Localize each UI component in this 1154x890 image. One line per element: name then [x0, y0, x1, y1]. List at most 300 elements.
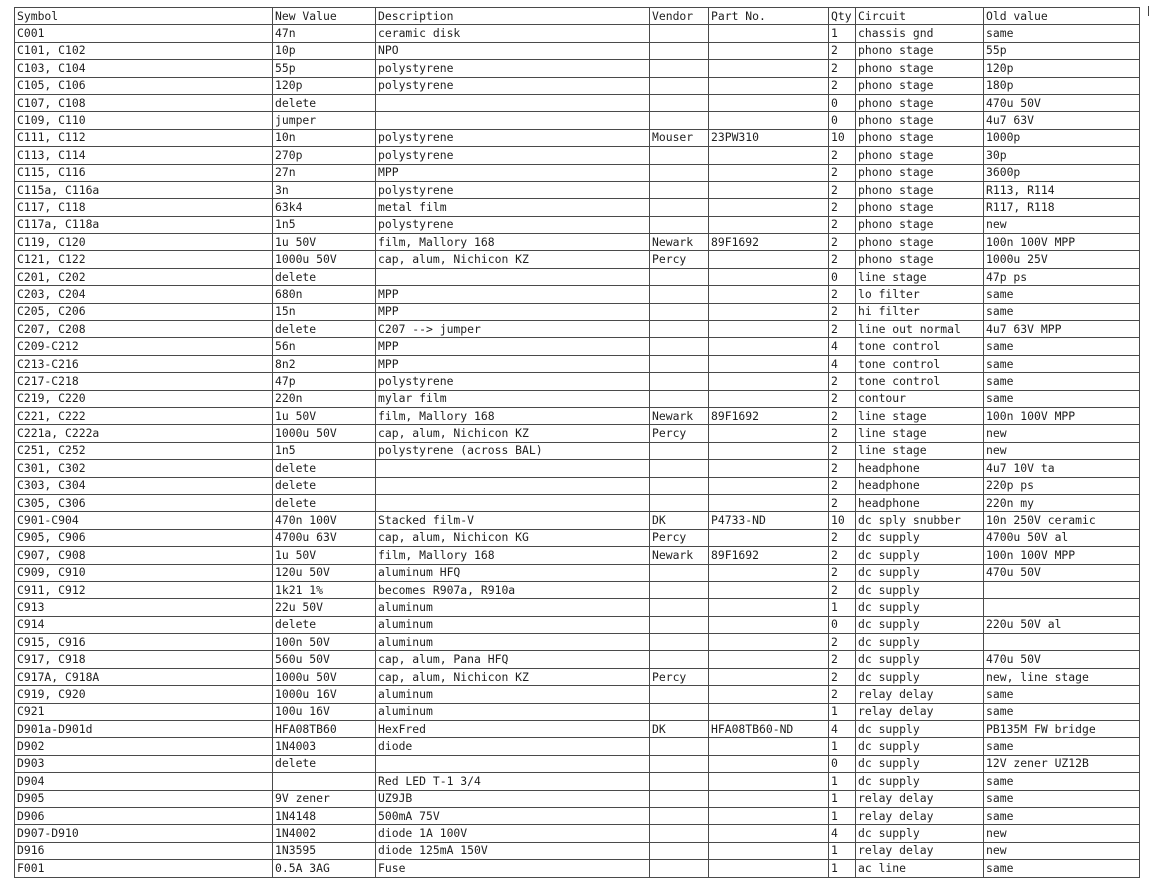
cell-old-value: same	[984, 738, 1140, 755]
table-row	[15, 547, 1140, 564]
cell-symbol: C301, C302	[15, 460, 273, 477]
cell-part-no: 89F1692	[709, 234, 829, 251]
cell-symbol: C917, C918	[15, 651, 273, 668]
cell-vendor	[650, 321, 709, 338]
cell-vendor: Newark	[650, 547, 709, 564]
cell-new-value: 1n5	[273, 216, 376, 233]
cell-old-value: 220p ps	[984, 477, 1140, 494]
table-row	[15, 564, 1140, 581]
cell-new-value: 1N4003	[273, 738, 376, 755]
cell-description	[376, 755, 650, 772]
cell-part-no	[709, 390, 829, 407]
cell-description	[376, 494, 650, 511]
cell-circuit: phono stage	[856, 199, 984, 216]
table-row	[15, 860, 1140, 877]
cell-circuit: dc supply	[856, 773, 984, 790]
cell-old-value: 470u 50V	[984, 564, 1140, 581]
cell-description: becomes R907a, R910a	[376, 581, 650, 598]
cell-part-no: P4733-ND	[709, 512, 829, 529]
cell-symbol: C113, C114	[15, 147, 273, 164]
cell-description: HexFred	[376, 721, 650, 738]
cell-vendor	[650, 442, 709, 459]
cell-qty: 2	[829, 460, 856, 477]
cell-part-no	[709, 268, 829, 285]
cell-qty: 4	[829, 721, 856, 738]
cell-qty: 1	[829, 703, 856, 720]
cell-vendor	[650, 860, 709, 877]
cell-symbol: C915, C916	[15, 634, 273, 651]
cell-old-value: 3600p	[984, 164, 1140, 181]
cell-description: metal film	[376, 199, 650, 216]
cell-part-no: 89F1692	[709, 547, 829, 564]
cell-new-value: delete	[273, 494, 376, 511]
table-row	[15, 616, 1140, 633]
cell-vendor	[650, 686, 709, 703]
table-row	[15, 512, 1140, 529]
cell-old-value: same	[984, 790, 1140, 807]
table-row	[15, 60, 1140, 77]
cell-symbol: C109, C110	[15, 112, 273, 129]
cell-old-value: 220n my	[984, 494, 1140, 511]
cell-description: diode 1A 100V	[376, 825, 650, 842]
cell-description: cap, alum, Pana HFQ	[376, 651, 650, 668]
column-header-circuit: Circuit	[856, 8, 984, 25]
cell-symbol: C213-C216	[15, 355, 273, 372]
cell-qty: 2	[829, 634, 856, 651]
column-header-description: Description	[376, 8, 650, 25]
cell-vendor	[650, 564, 709, 581]
cell-qty: 2	[829, 477, 856, 494]
cell-new-value: delete	[273, 616, 376, 633]
cell-new-value: delete	[273, 755, 376, 772]
cell-qty: 2	[829, 60, 856, 77]
cell-description: cap, alum, Nichicon KG	[376, 529, 650, 546]
cell-description: 500mA 75V	[376, 807, 650, 824]
cell-old-value: new	[984, 442, 1140, 459]
cell-circuit: phono stage	[856, 147, 984, 164]
table-row	[15, 755, 1140, 772]
cell-symbol: C219, C220	[15, 390, 273, 407]
cell-circuit: line stage	[856, 425, 984, 442]
cell-old-value: 47p ps	[984, 268, 1140, 285]
cell-vendor: Percy	[650, 668, 709, 685]
cell-part-no	[709, 181, 829, 198]
cell-vendor	[650, 790, 709, 807]
cell-circuit: tone control	[856, 373, 984, 390]
cell-vendor	[650, 703, 709, 720]
cell-symbol: C119, C120	[15, 234, 273, 251]
cell-description	[376, 460, 650, 477]
cell-part-no	[709, 60, 829, 77]
cell-new-value: 120u 50V	[273, 564, 376, 581]
cell-symbol: F001	[15, 860, 273, 877]
cell-old-value: same	[984, 686, 1140, 703]
cell-vendor	[650, 581, 709, 598]
table-row	[15, 477, 1140, 494]
cell-symbol: C209-C212	[15, 338, 273, 355]
cell-part-no	[709, 94, 829, 111]
cell-description: Fuse	[376, 860, 650, 877]
cell-description: MPP	[376, 286, 650, 303]
cell-qty: 2	[829, 529, 856, 546]
column-header-vendor: Vendor	[650, 8, 709, 25]
cell-vendor	[650, 77, 709, 94]
table-row	[15, 668, 1140, 685]
cell-part-no	[709, 321, 829, 338]
cell-part-no	[709, 616, 829, 633]
cell-description: C207 --> jumper	[376, 321, 650, 338]
cell-description: ceramic disk	[376, 25, 650, 42]
cell-new-value: 27n	[273, 164, 376, 181]
cell-circuit: relay delay	[856, 842, 984, 859]
table-row	[15, 390, 1140, 407]
cell-vendor	[650, 460, 709, 477]
cell-new-value: 10n	[273, 129, 376, 146]
cell-symbol: C121, C122	[15, 251, 273, 268]
cell-description	[376, 112, 650, 129]
cell-symbol: C001	[15, 25, 273, 42]
cell-old-value: 4u7 10V ta	[984, 460, 1140, 477]
cell-qty: 2	[829, 181, 856, 198]
table-row	[15, 686, 1140, 703]
cell-part-no	[709, 355, 829, 372]
cell-part-no	[709, 755, 829, 772]
cell-description	[376, 268, 650, 285]
column-header-qty: Qty	[829, 8, 856, 25]
cell-circuit: lo filter	[856, 286, 984, 303]
cell-old-value: 1000p	[984, 129, 1140, 146]
cell-symbol: C205, C206	[15, 303, 273, 320]
cell-description: aluminum	[376, 599, 650, 616]
cell-old-value: 470u 50V	[984, 94, 1140, 111]
cell-qty: 1	[829, 790, 856, 807]
cell-qty: 0	[829, 94, 856, 111]
cell-description: polystyrene	[376, 129, 650, 146]
table-row	[15, 164, 1140, 181]
cell-qty: 2	[829, 425, 856, 442]
cell-qty: 2	[829, 42, 856, 59]
cell-new-value: 1N4002	[273, 825, 376, 842]
cell-new-value: 47n	[273, 25, 376, 42]
table-row	[15, 77, 1140, 94]
cell-part-no	[709, 199, 829, 216]
cell-symbol: C115a, C116a	[15, 181, 273, 198]
table-row	[15, 825, 1140, 842]
cell-qty: 2	[829, 581, 856, 598]
cell-part-no	[709, 477, 829, 494]
cell-symbol: D907-D910	[15, 825, 273, 842]
cell-old-value: 1000u 25V	[984, 251, 1140, 268]
table-row	[15, 442, 1140, 459]
cell-symbol: C303, C304	[15, 477, 273, 494]
cell-description: diode 125mA 150V	[376, 842, 650, 859]
cell-vendor	[650, 199, 709, 216]
cell-circuit: dc supply	[856, 616, 984, 633]
cell-vendor	[650, 773, 709, 790]
cell-part-no	[709, 825, 829, 842]
cell-old-value: new, line stage	[984, 668, 1140, 685]
cell-qty: 1	[829, 773, 856, 790]
cell-new-value: 1N3595	[273, 842, 376, 859]
table-row	[15, 25, 1140, 42]
column-header-new-value: New Value	[273, 8, 376, 25]
cell-description: polystyrene	[376, 181, 650, 198]
table-row	[15, 147, 1140, 164]
cell-vendor	[650, 477, 709, 494]
header-row	[15, 8, 1140, 25]
cell-circuit: dc supply	[856, 529, 984, 546]
cell-circuit: phono stage	[856, 94, 984, 111]
table-row	[15, 286, 1140, 303]
cell-qty: 2	[829, 442, 856, 459]
cell-symbol: C909, C910	[15, 564, 273, 581]
cell-description: MPP	[376, 338, 650, 355]
cell-new-value: 560u 50V	[273, 651, 376, 668]
cell-part-no: 89F1692	[709, 407, 829, 424]
cell-vendor: DK	[650, 721, 709, 738]
cell-old-value: new	[984, 425, 1140, 442]
cell-new-value: delete	[273, 460, 376, 477]
cell-qty: 2	[829, 321, 856, 338]
cell-new-value: 63k4	[273, 199, 376, 216]
cell-description: Red LED T-1 3/4	[376, 773, 650, 790]
table-row	[15, 355, 1140, 372]
cell-description: cap, alum, Nichicon KZ	[376, 668, 650, 685]
cell-qty: 1	[829, 807, 856, 824]
cell-circuit: phono stage	[856, 164, 984, 181]
column-header-old-value: Old value	[984, 8, 1140, 25]
cell-new-value: 270p	[273, 147, 376, 164]
cell-symbol: C105, C106	[15, 77, 273, 94]
cell-part-no	[709, 251, 829, 268]
cell-qty: 0	[829, 755, 856, 772]
cell-description: aluminum	[376, 703, 650, 720]
cell-description: polystyrene	[376, 147, 650, 164]
cell-new-value: 10p	[273, 42, 376, 59]
cell-vendor	[650, 651, 709, 668]
cell-vendor	[650, 616, 709, 633]
cell-new-value: 470n 100V	[273, 512, 376, 529]
cell-qty: 2	[829, 147, 856, 164]
table-row	[15, 529, 1140, 546]
cell-circuit: dc supply	[856, 668, 984, 685]
cell-qty: 1	[829, 860, 856, 877]
cell-new-value	[273, 773, 376, 790]
table-row	[15, 373, 1140, 390]
cell-qty: 2	[829, 234, 856, 251]
cell-part-no	[709, 494, 829, 511]
cell-symbol: C305, C306	[15, 494, 273, 511]
cell-vendor	[650, 42, 709, 59]
cell-circuit: tone control	[856, 338, 984, 355]
cell-circuit: dc supply	[856, 599, 984, 616]
cell-part-no	[709, 807, 829, 824]
cell-circuit: headphone	[856, 477, 984, 494]
cell-qty: 10	[829, 512, 856, 529]
cell-vendor	[650, 825, 709, 842]
cell-symbol: C911, C912	[15, 581, 273, 598]
cell-qty: 2	[829, 216, 856, 233]
cell-symbol: D902	[15, 738, 273, 755]
cell-part-no	[709, 112, 829, 129]
cell-old-value: 4u7 63V	[984, 112, 1140, 129]
cell-vendor	[650, 268, 709, 285]
cell-part-no	[709, 442, 829, 459]
table-row	[15, 251, 1140, 268]
cell-qty: 2	[829, 407, 856, 424]
cell-new-value: 47p	[273, 373, 376, 390]
cell-part-no	[709, 216, 829, 233]
cell-old-value: 10n 250V ceramic	[984, 512, 1140, 529]
cell-new-value: HFA08TB60	[273, 721, 376, 738]
cell-part-no	[709, 286, 829, 303]
cell-circuit: phono stage	[856, 181, 984, 198]
cell-symbol: C207, C208	[15, 321, 273, 338]
cell-symbol: C201, C202	[15, 268, 273, 285]
table-row	[15, 129, 1140, 146]
cell-old-value: same	[984, 773, 1140, 790]
cell-part-no	[709, 703, 829, 720]
cell-qty: 2	[829, 547, 856, 564]
cell-part-no	[709, 25, 829, 42]
cell-circuit: chassis gnd	[856, 25, 984, 42]
cell-old-value: 180p	[984, 77, 1140, 94]
table-row	[15, 42, 1140, 59]
cell-new-value: delete	[273, 94, 376, 111]
cell-qty: 2	[829, 251, 856, 268]
cell-old-value: 30p	[984, 147, 1140, 164]
cell-vendor	[650, 216, 709, 233]
cell-circuit: dc supply	[856, 564, 984, 581]
table-row	[15, 338, 1140, 355]
cell-part-no	[709, 581, 829, 598]
table-row	[15, 94, 1140, 111]
table-row	[15, 199, 1140, 216]
cell-new-value: 9V zener	[273, 790, 376, 807]
cell-circuit: relay delay	[856, 790, 984, 807]
cell-part-no: HFA08TB60-ND	[709, 721, 829, 738]
cell-circuit: line out normal	[856, 321, 984, 338]
cell-symbol: C921	[15, 703, 273, 720]
cell-vendor	[650, 842, 709, 859]
cell-circuit: headphone	[856, 494, 984, 511]
cell-old-value: R117, R118	[984, 199, 1140, 216]
cell-circuit: line stage	[856, 442, 984, 459]
cell-circuit: phono stage	[856, 129, 984, 146]
cell-new-value: delete	[273, 268, 376, 285]
table-row	[15, 721, 1140, 738]
cell-description: MPP	[376, 355, 650, 372]
cell-new-value: 1000u 50V	[273, 668, 376, 685]
cell-circuit: dc supply	[856, 581, 984, 598]
cell-part-no	[709, 738, 829, 755]
cell-part-no	[709, 338, 829, 355]
cell-new-value: 8n2	[273, 355, 376, 372]
cell-circuit: phono stage	[856, 77, 984, 94]
cell-symbol: C917A, C918A	[15, 668, 273, 685]
cell-qty: 4	[829, 825, 856, 842]
cell-description: aluminum	[376, 686, 650, 703]
cell-description: cap, alum, Nichicon KZ	[376, 425, 650, 442]
cell-description: aluminum	[376, 634, 650, 651]
cell-circuit: dc supply	[856, 547, 984, 564]
cell-new-value: 22u 50V	[273, 599, 376, 616]
cell-old-value: same	[984, 807, 1140, 824]
parts-list-sheet	[14, 7, 1139, 878]
cell-part-no	[709, 164, 829, 181]
cell-part-no	[709, 634, 829, 651]
cell-new-value: 680n	[273, 286, 376, 303]
cell-circuit: line stage	[856, 268, 984, 285]
cell-old-value: 470u 50V	[984, 651, 1140, 668]
cell-qty: 2	[829, 373, 856, 390]
cell-symbol: C117, C118	[15, 199, 273, 216]
cell-qty: 0	[829, 112, 856, 129]
cell-vendor	[650, 112, 709, 129]
cell-symbol: C221a, C222a	[15, 425, 273, 442]
cell-new-value: 4700u 63V	[273, 529, 376, 546]
cell-vendor: Percy	[650, 529, 709, 546]
cell-vendor	[650, 286, 709, 303]
cell-description: aluminum HFQ	[376, 564, 650, 581]
cell-old-value: 4700u 50V al	[984, 529, 1140, 546]
cell-circuit: headphone	[856, 460, 984, 477]
cell-circuit: dc supply	[856, 634, 984, 651]
cell-old-value: 12V zener UZ12B	[984, 755, 1140, 772]
cell-new-value: 1u 50V	[273, 407, 376, 424]
cell-vendor	[650, 338, 709, 355]
cell-symbol: C115, C116	[15, 164, 273, 181]
cell-vendor	[650, 634, 709, 651]
cell-symbol: C251, C252	[15, 442, 273, 459]
cell-description: Stacked film-V	[376, 512, 650, 529]
cell-symbol: C107, C108	[15, 94, 273, 111]
cell-circuit: phono stage	[856, 42, 984, 59]
cell-description: polystyrene (across BAL)	[376, 442, 650, 459]
table-row	[15, 738, 1140, 755]
cell-part-no	[709, 686, 829, 703]
cell-new-value: delete	[273, 477, 376, 494]
cell-qty: 1	[829, 599, 856, 616]
cell-description: polystyrene	[376, 216, 650, 233]
cell-new-value: 100n 50V	[273, 634, 376, 651]
cell-new-value: 100u 16V	[273, 703, 376, 720]
cell-circuit: phono stage	[856, 112, 984, 129]
cell-description: MPP	[376, 164, 650, 181]
cell-symbol: C901-C904	[15, 512, 273, 529]
cell-old-value: same	[984, 286, 1140, 303]
cell-old-value: R113, R114	[984, 181, 1140, 198]
cell-circuit: dc supply	[856, 651, 984, 668]
cell-old-value: same	[984, 355, 1140, 372]
cell-old-value: PB135M FW bridge	[984, 721, 1140, 738]
cell-vendor: DK	[650, 512, 709, 529]
cell-old-value: same	[984, 25, 1140, 42]
table-row	[15, 773, 1140, 790]
cell-qty: 1	[829, 25, 856, 42]
cell-description: MPP	[376, 303, 650, 320]
cell-symbol: D906	[15, 807, 273, 824]
cell-symbol: C203, C204	[15, 286, 273, 303]
cell-part-no	[709, 599, 829, 616]
cell-old-value: same	[984, 390, 1140, 407]
parts-table	[14, 7, 1140, 878]
cell-description: polystyrene	[376, 77, 650, 94]
cell-description: polystyrene	[376, 60, 650, 77]
cell-symbol: C919, C920	[15, 686, 273, 703]
cell-old-value: 100n 100V MPP	[984, 547, 1140, 564]
table-row	[15, 581, 1140, 598]
